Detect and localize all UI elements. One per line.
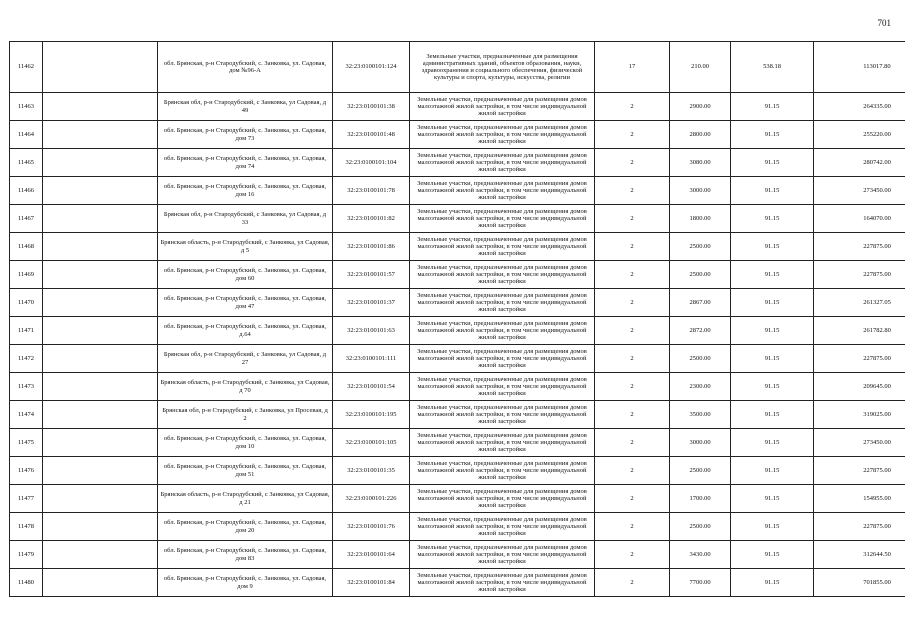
cell-address: обл. Брянская, р-н Стародубский, с. Занковка, ул. Садовая, дом 74 [158, 149, 333, 177]
cell-cadastral-value: 261782.80 [814, 317, 905, 345]
cell-use-group: 2 [595, 541, 670, 569]
cell-row-number: 11469 [10, 261, 43, 289]
cell-specific-value: 91.15 [731, 401, 814, 429]
table-row [10, 233, 905, 261]
cell-permitted-use: Земельные участки, предназначенные для размещения домов малоэтажной жилой застройки, в том числе индивидуальной жилой застройки [410, 373, 595, 401]
cell-empty [43, 42, 158, 93]
cell-address: обл. Брянская, р-н Стародубский, с. Занковка, ул. Садовая, дом 10 [158, 429, 333, 457]
cell-permitted-use: Земельные участки, предназначенные для размещения домов малоэтажной жилой застройки, в том числе индивидуальной жилой застройки [410, 261, 595, 289]
cell-empty [43, 205, 158, 233]
cell-area: 1800.00 [670, 205, 731, 233]
cell-empty [43, 401, 158, 429]
cell-row-number: 11474 [10, 401, 43, 429]
cell-empty [43, 149, 158, 177]
cell-cadastral-number: 32:23:0100101:86 [333, 233, 410, 261]
cell-use-group: 17 [595, 42, 670, 93]
cell-address: Брянская обл, р-н Стародубский, с Занковка, ул Садовая, д 33 [158, 205, 333, 233]
cell-address: Брянская обл, р-н Стародубский, с Занковка, ул Просевая, д 2 [158, 401, 333, 429]
cell-cadastral-number: 32:23:0100101:226 [333, 485, 410, 513]
cell-empty [43, 177, 158, 205]
cell-area: 3430.00 [670, 541, 731, 569]
cell-permitted-use: Земельные участки, предназначенные для размещения домов малоэтажной жилой застройки, в том числе индивидуальной жилой застройки [410, 93, 595, 121]
page-number: 701 [877, 18, 891, 28]
table-body [10, 42, 905, 597]
cell-cadastral-number: 32:23:0100101:104 [333, 149, 410, 177]
cell-empty [43, 317, 158, 345]
cell-cadastral-value: 319025.00 [814, 401, 905, 429]
cell-cadastral-number: 32:23:0100101:82 [333, 205, 410, 233]
cell-cadastral-value: 701855.00 [814, 569, 905, 597]
cell-permitted-use: Земельные участки, предназначенные для размещения домов малоэтажной жилой застройки, в том числе индивидуальной жилой застройки [410, 345, 595, 373]
cell-permitted-use: Земельные участки, предназначенные для размещения домов малоэтажной жилой застройки, в том числе индивидуальной жилой застройки [410, 149, 595, 177]
cell-empty [43, 541, 158, 569]
cell-permitted-use: Земельные участки, предназначенные для размещения домов малоэтажной жилой застройки, в том числе индивидуальной жилой застройки [410, 457, 595, 485]
cell-permitted-use: Земельные участки, предназначенные для размещения домов малоэтажной жилой застройки, в том числе индивидуальной жилой застройки [410, 317, 595, 345]
cell-row-number: 11476 [10, 457, 43, 485]
cell-cadastral-value: 312644.50 [814, 541, 905, 569]
cell-area: 3000.00 [670, 177, 731, 205]
cell-permitted-use: Земельные участки, предназначенные для размещения домов малоэтажной жилой застройки, в том числе индивидуальной жилой застройки [410, 513, 595, 541]
cell-row-number: 11463 [10, 93, 43, 121]
cell-cadastral-number: 32:23:0100101:84 [333, 569, 410, 597]
cell-specific-value: 91.15 [731, 513, 814, 541]
cell-specific-value: 91.15 [731, 429, 814, 457]
cell-row-number: 11466 [10, 177, 43, 205]
cell-use-group: 2 [595, 345, 670, 373]
cell-area: 2500.00 [670, 233, 731, 261]
cell-use-group: 2 [595, 261, 670, 289]
table-row [10, 93, 905, 121]
cell-use-group: 2 [595, 373, 670, 401]
cell-permitted-use: Земельные участки, предназначенные для размещения домов малоэтажной жилой застройки, в том числе индивидуальной жилой застройки [410, 205, 595, 233]
table-row [10, 569, 905, 597]
table-row [10, 541, 905, 569]
cell-empty [43, 485, 158, 513]
cell-permitted-use: Земельные участки, предназначенные для размещения домов малоэтажной жилой застройки, в том числе индивидуальной жилой застройки [410, 429, 595, 457]
cell-empty [43, 233, 158, 261]
table-row [10, 205, 905, 233]
cell-address: обл. Брянская, р-н Стародубский, с. Занковка, ул. Садовая, дом 51 [158, 457, 333, 485]
cell-cadastral-value: 264335.00 [814, 93, 905, 121]
cell-cadastral-value: 227875.00 [814, 261, 905, 289]
cell-cadastral-value: 273450.00 [814, 177, 905, 205]
cell-area: 2300.00 [670, 373, 731, 401]
cell-cadastral-value: 255220.00 [814, 121, 905, 149]
cell-cadastral-value: 227875.00 [814, 513, 905, 541]
cell-cadastral-value: 154955.00 [814, 485, 905, 513]
table-row [10, 345, 905, 373]
cell-empty [43, 121, 158, 149]
cell-cadastral-number: 32:23:0100101:78 [333, 177, 410, 205]
cell-row-number: 11472 [10, 345, 43, 373]
cell-empty [43, 289, 158, 317]
cell-address: обл. Брянская, р-н Стародубский, с. Занковка, ул. Садовая, дом 60 [158, 261, 333, 289]
cell-area: 1700.00 [670, 485, 731, 513]
cell-cadastral-value: 113017.80 [814, 42, 905, 93]
cell-area: 3500.00 [670, 401, 731, 429]
cell-area: 2900.00 [670, 93, 731, 121]
cell-row-number: 11478 [10, 513, 43, 541]
cell-empty [43, 261, 158, 289]
cell-cadastral-value: 261327.05 [814, 289, 905, 317]
cell-area: 2500.00 [670, 457, 731, 485]
table-row [10, 121, 905, 149]
table-row [10, 261, 905, 289]
cell-permitted-use: Земельные участки, предназначенные для размещения домов малоэтажной жилой застройки, в том числе индивидуальной жилой застройки [410, 485, 595, 513]
cell-cadastral-number: 32:23:0100101:57 [333, 261, 410, 289]
cell-area: 2872.00 [670, 317, 731, 345]
cell-specific-value: 91.15 [731, 541, 814, 569]
cell-area: 7700.00 [670, 569, 731, 597]
cell-permitted-use: Земельные участки, предназначенные для размещения домов малоэтажной жилой застройки, в том числе индивидуальной жилой застройки [410, 177, 595, 205]
cell-cadastral-value: 164070.00 [814, 205, 905, 233]
cell-row-number: 11470 [10, 289, 43, 317]
cell-specific-value: 91.15 [731, 177, 814, 205]
cell-area: 2500.00 [670, 345, 731, 373]
cell-cadastral-number: 32:23:0100101:48 [333, 121, 410, 149]
cell-use-group: 2 [595, 93, 670, 121]
cell-row-number: 11468 [10, 233, 43, 261]
cell-cadastral-number: 32:23:0100101:195 [333, 401, 410, 429]
cell-use-group: 2 [595, 485, 670, 513]
cell-use-group: 2 [595, 177, 670, 205]
cell-cadastral-number: 32:23:0100101:64 [333, 541, 410, 569]
cell-row-number: 11462 [10, 42, 43, 93]
cell-specific-value: 538.18 [731, 42, 814, 93]
cell-row-number: 11465 [10, 149, 43, 177]
cell-specific-value: 91.15 [731, 261, 814, 289]
cell-cadastral-number: 32:23:0100101:63 [333, 317, 410, 345]
cell-use-group: 2 [595, 205, 670, 233]
cell-use-group: 2 [595, 569, 670, 597]
cell-permitted-use: Земельные участки, предназначенные для размещения домов малоэтажной жилой застройки, в том числе индивидуальной жилой застройки [410, 289, 595, 317]
cell-cadastral-number: 32:23:0100101:76 [333, 513, 410, 541]
table-row [10, 177, 905, 205]
cell-permitted-use: Земельные участки, предназначенные для размещения домов малоэтажной жилой застройки, в том числе индивидуальной жилой застройки [410, 121, 595, 149]
cell-permitted-use: Земельные участки, предназначенные для размещения домов малоэтажной жилой застройки, в том числе индивидуальной жилой застройки [410, 233, 595, 261]
cell-use-group: 2 [595, 457, 670, 485]
cell-address: обл. Брянская, р-н Стародубский, с. Занковка, ул. Садовая, дом 73 [158, 121, 333, 149]
cell-address: Брянская область, р-н Стародубский, с Занковка, ул Садовая, д 5 [158, 233, 333, 261]
table-row [10, 289, 905, 317]
cell-empty [43, 373, 158, 401]
cell-use-group: 2 [595, 289, 670, 317]
cell-area: 3080.00 [670, 149, 731, 177]
cell-row-number: 11475 [10, 429, 43, 457]
cell-specific-value: 91.15 [731, 121, 814, 149]
cell-cadastral-number: 32:23:0100101:35 [333, 457, 410, 485]
cell-empty [43, 457, 158, 485]
cell-specific-value: 91.15 [731, 345, 814, 373]
cell-cadastral-number: 32:23:0100101:54 [333, 373, 410, 401]
cell-empty [43, 569, 158, 597]
cell-row-number: 11479 [10, 541, 43, 569]
cell-cadastral-value: 209645.00 [814, 373, 905, 401]
cell-specific-value: 91.15 [731, 373, 814, 401]
table-row [10, 513, 905, 541]
cell-area: 2500.00 [670, 513, 731, 541]
cell-address: обл. Брянская, р-н Стародубский, с. Занковка, ул. Садовая, дом №96-А [158, 42, 333, 93]
cell-specific-value: 91.15 [731, 205, 814, 233]
cell-use-group: 2 [595, 121, 670, 149]
cell-address: обл. Брянская, р-н Стародубский, с. Занковка, ул. Садовая, дом 16 [158, 177, 333, 205]
cell-area: 3000.00 [670, 429, 731, 457]
cell-empty [43, 93, 158, 121]
cell-cadastral-value: 227875.00 [814, 457, 905, 485]
table-row [10, 401, 905, 429]
table-row [10, 457, 905, 485]
cell-cadastral-number: 32:23:0100101:105 [333, 429, 410, 457]
cell-address: обл. Брянская, р-н Стародубский, с. Занковка, ул. Садовая, дом 20 [158, 513, 333, 541]
cell-use-group: 2 [595, 513, 670, 541]
cell-cadastral-value: 227875.00 [814, 345, 905, 373]
cell-address: обл. Брянская, р-н Стародубский, с. Занковка, ул. Садовая, дом 83 [158, 541, 333, 569]
table-row [10, 485, 905, 513]
table-row [10, 429, 905, 457]
cell-specific-value: 91.15 [731, 93, 814, 121]
cell-empty [43, 513, 158, 541]
cell-area: 2867.00 [670, 289, 731, 317]
cell-specific-value: 91.15 [731, 317, 814, 345]
cell-row-number: 11473 [10, 373, 43, 401]
cell-row-number: 11467 [10, 205, 43, 233]
cell-row-number: 11471 [10, 317, 43, 345]
cell-address: обл. Брянская, р-н Стародубский, с. Занковка, ул. Садовая, дом 9 [158, 569, 333, 597]
cell-row-number: 11477 [10, 485, 43, 513]
cell-specific-value: 91.15 [731, 569, 814, 597]
cell-specific-value: 91.15 [731, 485, 814, 513]
cell-permitted-use: Земельные участки, предназначенные для размещения административных зданий, объектов образования, науки, здравоохранения и социального обеспечения, физической культуры и спорта, культуры, искусства, религии [410, 42, 595, 93]
table-row [10, 149, 905, 177]
cell-empty [43, 345, 158, 373]
cell-specific-value: 91.15 [731, 149, 814, 177]
table-row [10, 317, 905, 345]
cadastral-value-table [9, 41, 905, 597]
cell-cadastral-number: 32:23:0100101:124 [333, 42, 410, 93]
cell-permitted-use: Земельные участки, предназначенные для размещения домов малоэтажной жилой застройки, в том числе индивидуальной жилой застройки [410, 569, 595, 597]
cell-address: Брянская область, р-н Стародубский, с Занковка, ул Садовая, д 21 [158, 485, 333, 513]
cell-use-group: 2 [595, 429, 670, 457]
cell-permitted-use: Земельные участки, предназначенные для размещения домов малоэтажной жилой застройки, в том числе индивидуальной жилой застройки [410, 401, 595, 429]
cell-cadastral-value: 227875.00 [814, 233, 905, 261]
cell-use-group: 2 [595, 317, 670, 345]
cell-cadastral-number: 32:23:0100101:37 [333, 289, 410, 317]
table-row [10, 373, 905, 401]
cell-address: обл. Брянская, р-н Стародубский, с. Занковка, ул. Садовая, д.64 [158, 317, 333, 345]
cell-address: Брянская обл, р-н Стародубский, с Занковка, ул Садовая, д 49 [158, 93, 333, 121]
cell-specific-value: 91.15 [731, 457, 814, 485]
cell-specific-value: 91.15 [731, 289, 814, 317]
cell-cadastral-value: 280742.00 [814, 149, 905, 177]
cell-area: 2500.00 [670, 261, 731, 289]
cell-address: Брянская обл, р-н Стародубский, с Занковка, ул Садовая, д 27 [158, 345, 333, 373]
cell-row-number: 11464 [10, 121, 43, 149]
cell-permitted-use: Земельные участки, предназначенные для размещения домов малоэтажной жилой застройки, в том числе индивидуальной жилой застройки [410, 541, 595, 569]
cell-use-group: 2 [595, 233, 670, 261]
cell-use-group: 2 [595, 401, 670, 429]
cell-cadastral-value: 273450.00 [814, 429, 905, 457]
cell-specific-value: 91.15 [731, 233, 814, 261]
table-row [10, 42, 905, 93]
cell-address: Брянская область, р-н Стародубский, с Занковка, ул Садовая, д 70 [158, 373, 333, 401]
cell-empty [43, 429, 158, 457]
cell-area: 2800.00 [670, 121, 731, 149]
cell-row-number: 11480 [10, 569, 43, 597]
cell-use-group: 2 [595, 149, 670, 177]
cell-address: обл. Брянская, р-н Стародубский, с. Занковка, ул. Садовая, дом 47 [158, 289, 333, 317]
cell-cadastral-number: 32:23:0100101:111 [333, 345, 410, 373]
cell-cadastral-number: 32:23:0100101:38 [333, 93, 410, 121]
cell-area: 210.00 [670, 42, 731, 93]
